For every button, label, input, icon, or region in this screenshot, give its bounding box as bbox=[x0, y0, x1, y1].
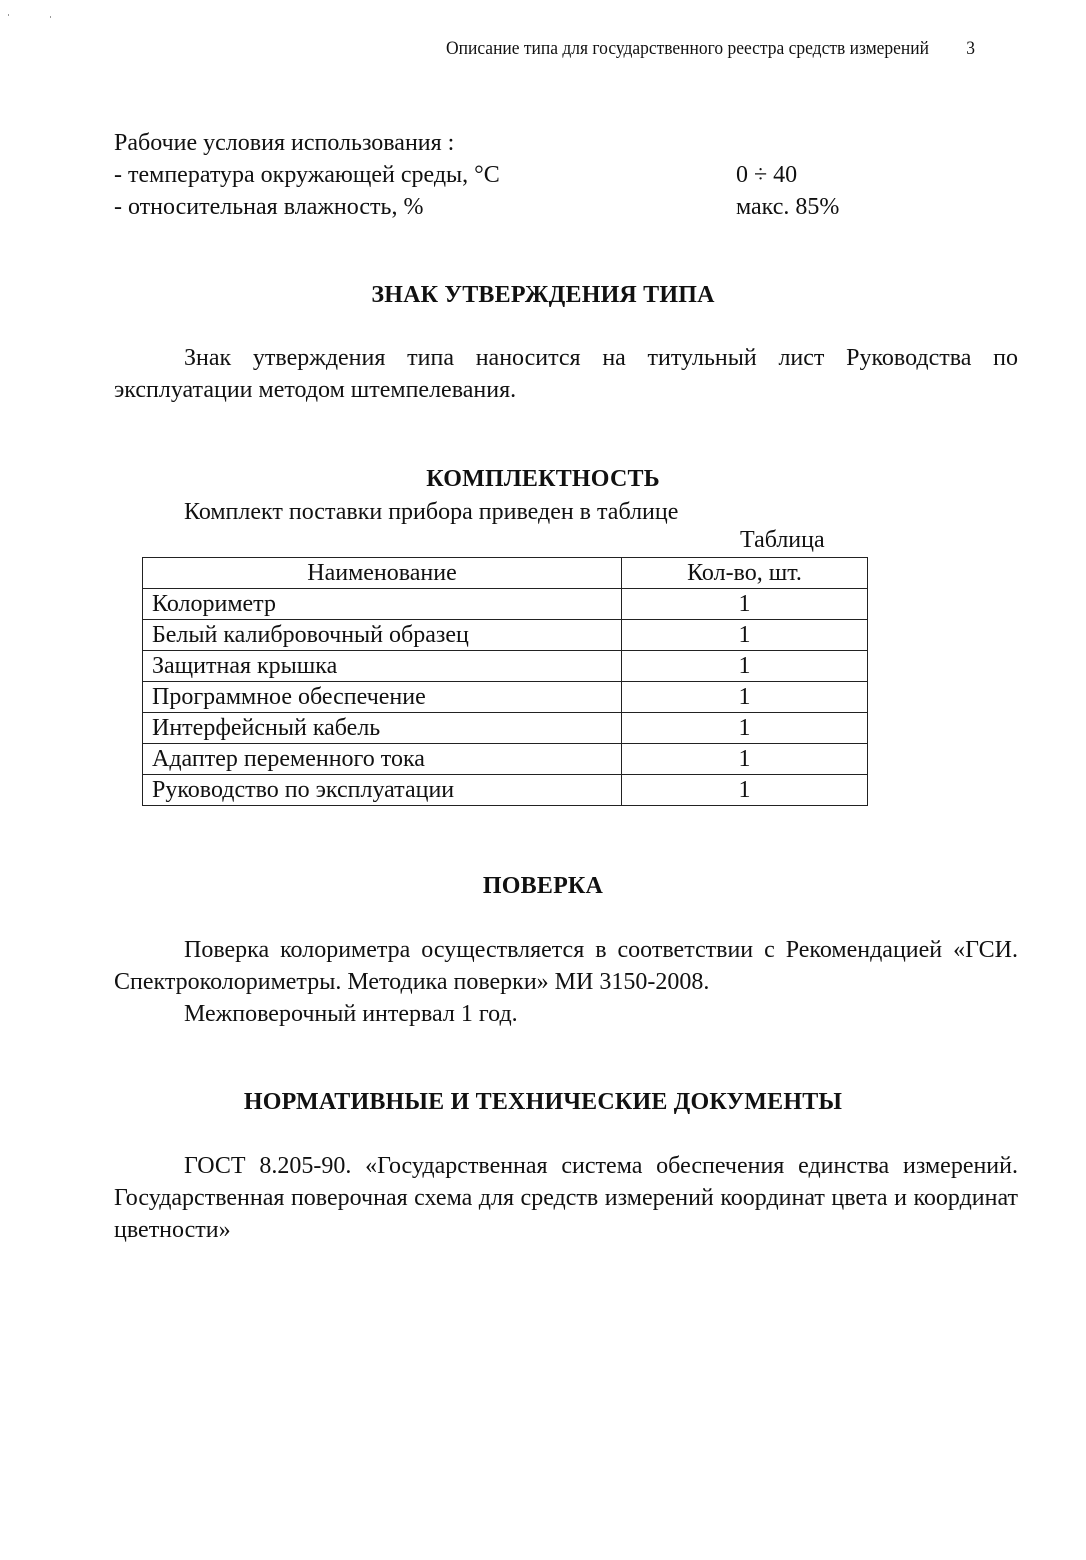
item-name: Белый калибровочный образец bbox=[143, 620, 622, 651]
verification-text: Поверка колориметра осуществляется в соответствии с Рекомендацией «ГСИ. Спектроколориметры. Методика поверки» МИ 3150-2008. bbox=[114, 937, 1018, 995]
table-header-row bbox=[143, 558, 868, 589]
column-header-name: Наименование bbox=[143, 558, 622, 589]
heading-approval-mark: ЗНАК УТВЕРЖДЕНИЯ ТИПА bbox=[371, 282, 715, 308]
table-row bbox=[143, 651, 868, 682]
condition-value: макс. 85% bbox=[736, 194, 840, 220]
heading-verification: ПОВЕРКА bbox=[482, 873, 604, 899]
table-row bbox=[143, 713, 868, 744]
verification-interval: Межповерочный интервал 1 год. bbox=[184, 1001, 518, 1027]
column-header-qty: Кол-во, шт. bbox=[622, 558, 868, 589]
item-qty: 1 bbox=[622, 682, 868, 713]
table-row bbox=[143, 682, 868, 713]
item-qty: 1 bbox=[622, 744, 868, 775]
condition-label: - температура окружающей среды, °С bbox=[114, 162, 500, 188]
item-name: Колориметр bbox=[143, 589, 622, 620]
table-row bbox=[143, 620, 868, 651]
page-number: 3 bbox=[966, 38, 975, 59]
item-qty: 1 bbox=[622, 620, 868, 651]
heading-completeness: КОМПЛЕКТНОСТЬ bbox=[426, 466, 660, 492]
item-name: Защитная крышка bbox=[143, 651, 622, 682]
header-title: Описание типа для государственного реестра средств измерений bbox=[446, 38, 929, 59]
item-name: Руководство по эксплуатации bbox=[143, 775, 622, 806]
page-header bbox=[446, 38, 975, 60]
item-qty: 1 bbox=[622, 589, 868, 620]
item-name: Адаптер переменного тока bbox=[143, 744, 622, 775]
table-row bbox=[143, 744, 868, 775]
item-qty: 1 bbox=[622, 775, 868, 806]
operating-conditions bbox=[114, 127, 1018, 223]
table-row bbox=[143, 775, 868, 806]
approval-mark-text: Знак утверждения типа наносится на титульный лист Руководства по эксплуатации методом штемпелевания. bbox=[114, 345, 1018, 403]
item-qty: 1 bbox=[622, 651, 868, 682]
scan-artifact bbox=[50, 16, 51, 18]
item-qty: 1 bbox=[622, 713, 868, 744]
condition-row-humidity bbox=[114, 191, 1018, 223]
conditions-title: Рабочие условия использования : bbox=[114, 130, 455, 156]
item-name: Интерфейсный кабель bbox=[143, 713, 622, 744]
table-caption: Таблица bbox=[740, 527, 825, 553]
normative-documents-text: ГОСТ 8.205-90. «Государственная система обеспечения единства измерений. Государственная поверочная схема для средств измерений координат цвета и координат цветности» bbox=[114, 1153, 1018, 1243]
completeness-intro: Комплект поставки прибора приведен в таблице bbox=[184, 499, 679, 525]
condition-row-temperature bbox=[114, 159, 1018, 191]
scan-artifact bbox=[8, 14, 9, 16]
heading-normative-documents: НОРМАТИВНЫЕ И ТЕХНИЧЕСКИЕ ДОКУМЕНТЫ bbox=[243, 1089, 843, 1115]
delivery-set-table bbox=[142, 557, 868, 806]
condition-label: - относительная влажность, % bbox=[114, 194, 424, 220]
table-row bbox=[143, 589, 868, 620]
condition-value: 0 ÷ 40 bbox=[736, 162, 798, 188]
item-name: Программное обеспечение bbox=[143, 682, 622, 713]
